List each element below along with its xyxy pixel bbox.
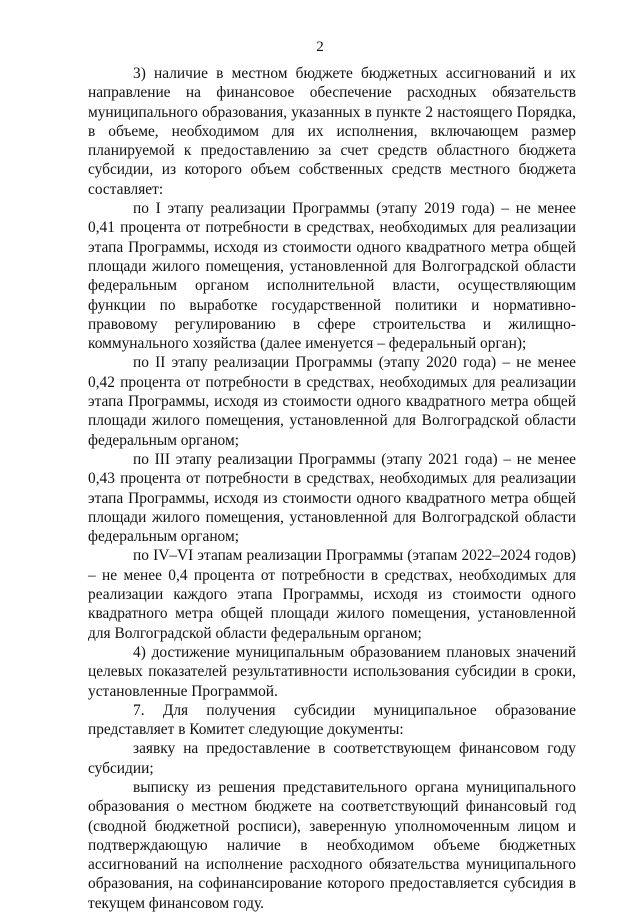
paragraph-application: заявку на предоставление в соответствующем финансовом году субсидии;	[88, 740, 576, 777]
paragraph-budget-extract: выписку из решения представительного органа муниципального образования о местном бюджете на соответствующий финансовый год (сводной бюджетной росписи), заверенную уполномоченным лицом и подтверждающую наличие в необходимом объеме бюджетных ассигнований на исполнение расходного обязательства муниципального образования, на софинансирование которого предоставляется субсидия в текущем финансовом году.	[88, 778, 576, 912]
paragraph-stage-3: по III этапу реализации Программы (этапу 2021 года) – не менее 0,43 процента от потребности в средствах, необходимых для реализации этапа Программы, исходя из стоимости одного квадратного метра общей площади жилого помещения, установленной для Волгоградской области федеральным органом;	[88, 450, 576, 546]
paragraph-budget-allocations: 3) наличие в местном бюджете бюджетных ассигнований и их направление на финансовое обеспечение расходных обязательств муниципального образования, указанных в пункте 2 настоящего Порядка, в объеме, необходимом для их исполнения, включающем размер планируемой к предоставлению за счет средств областного бюджета субсидии, из которого объем собственных средств местного бюджета составляет:	[88, 65, 576, 198]
paragraph-documents-intro: 7. Для получения субсидии муниципальное образование представляет в Комитет следующие документы:	[88, 701, 576, 739]
paragraph-stage-2: по II этапу реализации Программы (этапу 2020 года) – не менее 0,42 процента от потребности в средствах, необходимых для реализации этапа Программы, исходя из стоимости одного квадратного метра общей площади жилого помещения, установленной для Волгоградской области федеральным органом;	[88, 354, 576, 449]
page-number: 2	[316, 39, 324, 55]
paragraph-stage-4-6: по IV–VI этапам реализации Программы (этапам 2022–2024 годов) – не менее 0,4 процента от потребности в средствах, необходимых для реализации каждого этапа Программы, исходя из стоимости одного квадратного метра общей площади жилого помещения, установленной для Волгоградской области федеральным органом;	[88, 547, 576, 642]
document-body	[88, 64, 576, 913]
paragraph-stage-1: по I этапу реализации Программы (этапу 2019 года) – не менее 0,41 процента от потребности в средствах, необходимых для реализации этапа Программы, исходя из стоимости одного квадратного метра общей площади жилого помещения, установленной для Волгоградской области федеральным органом исполнительной власти, осуществляющим функции по выработке государственной политики и нормативно-правовому регулированию в сфере строительства и жилищно-коммунального хозяйства (далее именуется – федеральный орган);	[88, 200, 576, 353]
paragraph-target-indicators: 4) достижение муниципальным образованием плановых значений целевых показателей результативности использования субсидии в сроки, установленные Программой.	[88, 643, 576, 700]
